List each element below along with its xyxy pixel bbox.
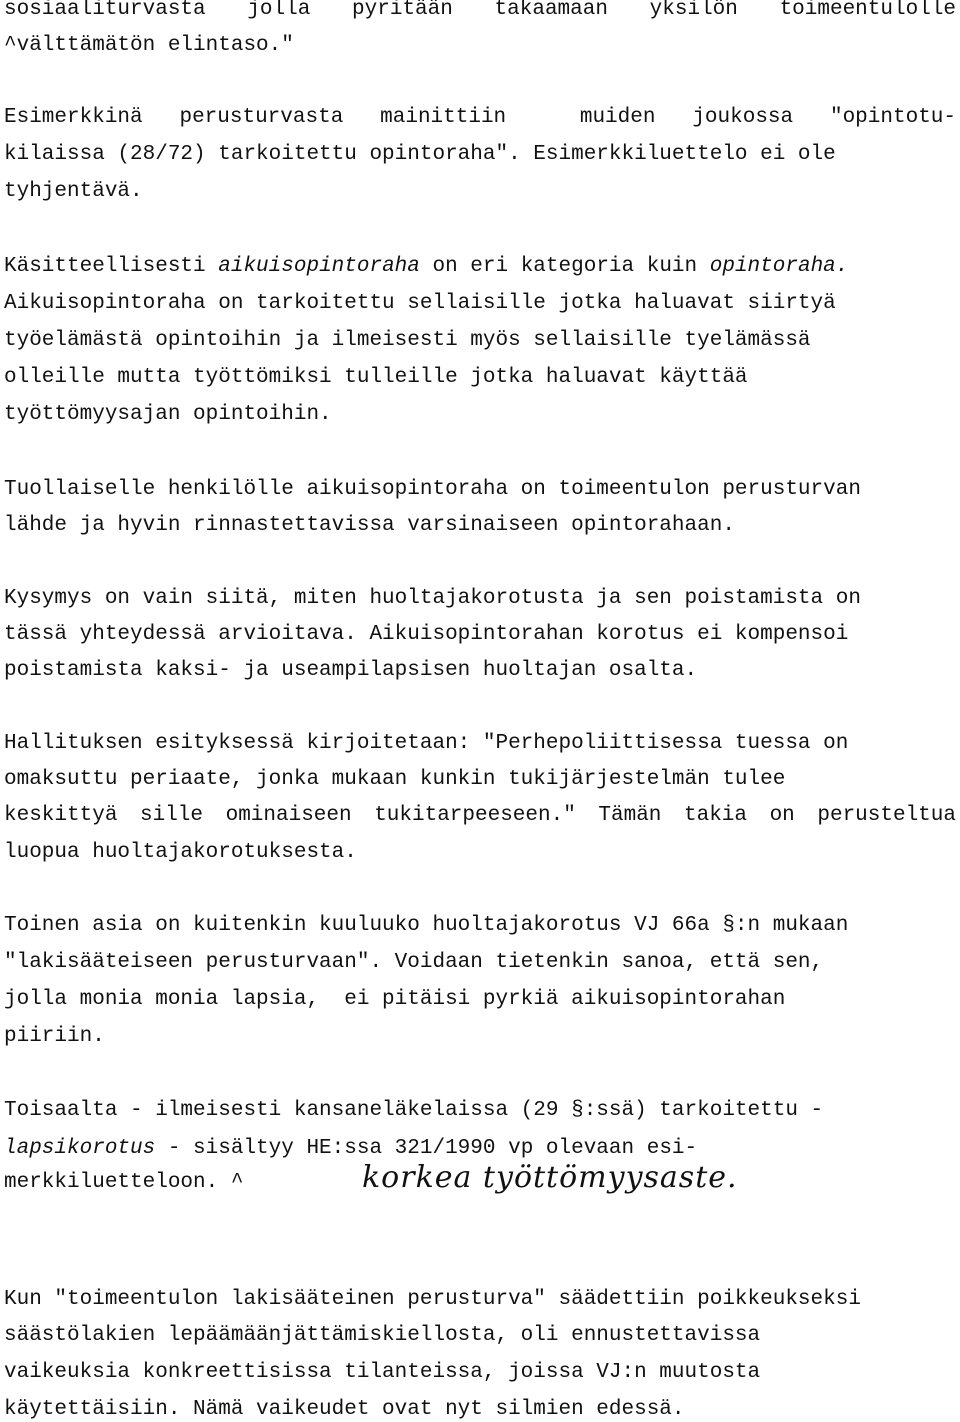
emphasis-term: lapsikorotus	[4, 1137, 156, 1160]
text-line: Toisaalta - ilmeisesti kansaneläkelaissa (29 §:ssä) tarkoitettu -	[4, 1099, 824, 1122]
text-line: Kysymys on vain siitä, miten huoltajakorotusta ja sen poistamista on	[4, 587, 861, 610]
text-line: lähde ja hyvin rinnastettavissa varsinaiseen opintorahaan.	[4, 514, 735, 537]
text-line: poistamista kaksi- ja useampilapsisen huoltajan osalta.	[4, 659, 698, 682]
text-line: käytettäisiin. Nämä vaikeudet ovat nyt silmien edessä.	[4, 1398, 685, 1421]
text-line: "lakisääteiseen perusturvaan". Voidaan tietenkin sanoa, että sen,	[4, 951, 824, 974]
text-line: jolla monia monia lapsia, ei pitäisi pyrkiä aikuisopintorahan	[4, 988, 786, 1011]
text-run: Käsitteellisesti	[4, 255, 219, 278]
text-line: tyhjentävä.	[4, 180, 143, 203]
text-line: työttömyysajan opintoihin.	[4, 403, 332, 426]
text-line: työelämästä opintoihin ja ilmeisesti myös sellaisille tyelämässä	[4, 329, 811, 352]
text-line: Hallituksen esityksessä kirjoitetaan: "Perhepoliittisessa tuessa on	[4, 732, 849, 755]
text-line: piiriin.	[4, 1025, 105, 1048]
text-line	[4, 255, 848, 279]
text-line: olleille mutta työttömiksi tulleille jotka haluavat käyttää	[4, 366, 748, 389]
text-line: Esimerkkinä perusturvasta mainittiin muiden joukossa "opintotu-	[4, 106, 956, 129]
text-run: - sisältyy HE:ssa 321/1990 vp olevaan esi-	[155, 1137, 698, 1160]
handwritten-note: korkea työttömyysaste.	[362, 1160, 738, 1195]
text-line	[4, 1137, 697, 1161]
text-line: sosiaaliturvasta jolla pyritään takaamaan yksilön toimeentulolle	[4, 0, 956, 21]
text-line: vaikeuksia konkreettisissa tilanteissa, joissa VJ:n muutosta	[4, 1361, 761, 1384]
text-line: keskittyä sille ominaiseen tukitarpeeseen." Tämän takia on perusteltua	[4, 804, 956, 827]
text-line: ^välttämätön elintaso."	[4, 34, 294, 57]
emphasis-term: opintoraha.	[709, 255, 849, 278]
text-line: omaksuttu periaate, jonka mukaan kunkin tukijärjestelmän tulee	[4, 768, 786, 791]
text-line: kilaissa (28/72) tarkoitettu opintoraha". Esimerkkiluettelo ei ole	[4, 143, 836, 166]
text-line: Aikuisopintoraha on tarkoitettu sellaisille jotka haluavat siirtyä	[4, 292, 836, 315]
text-run: on eri kategoria kuin	[419, 255, 710, 278]
text-line: tässä yhteydessä arvioitava. Aikuisopintorahan korotus ei kompensoi	[4, 623, 849, 646]
text-line: Tuollaiselle henkilölle aikuisopintoraha on toimeentulon perusturvan	[4, 478, 861, 501]
text-line: Toinen asia on kuitenkin kuuluuko huoltajakorotus VJ 66a §:n mukaan	[4, 914, 849, 937]
text-line: säästölakien lepäämäänjättämiskiellosta, oli ennustettavissa	[4, 1324, 761, 1347]
emphasis-term: aikuisopintoraha	[218, 255, 420, 278]
text-line: merkkiluetteloon. ^	[4, 1171, 244, 1194]
text-line: Kun "toimeentulon lakisääteinen perusturva" säädettiin poikkeukseksi	[4, 1288, 861, 1311]
text-line: luopua huoltajakorotuksesta.	[4, 841, 357, 864]
